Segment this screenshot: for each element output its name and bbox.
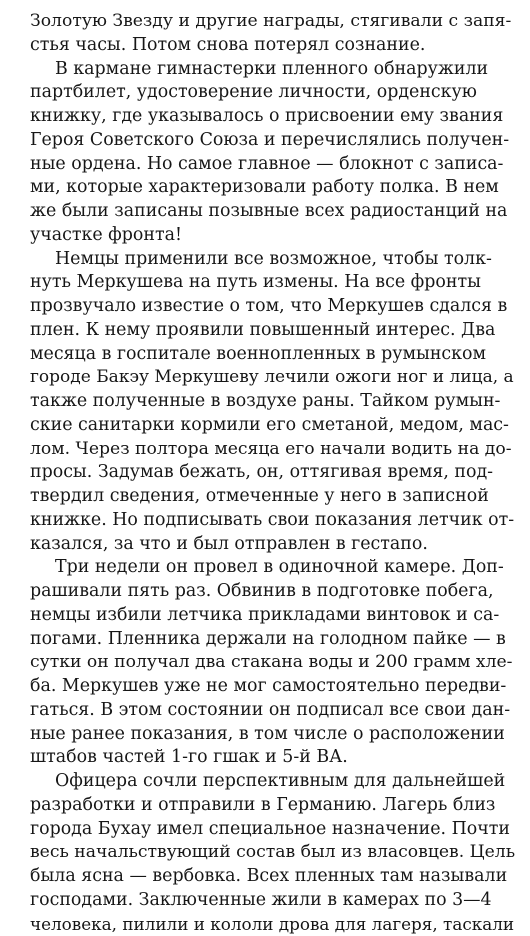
text-line: книжке. Но подписывать свои показания летчик от- (30, 509, 516, 533)
text-line: стья часы. Потом снова потерял сознание. (30, 34, 516, 58)
text-line: сутки он получал два стакана воды и 200 грамм хле- (30, 651, 516, 675)
text-line: книжку, где указывалось о присвоении ему звания (30, 105, 516, 129)
text-line: прозвучало известие о том, что Меркушев сдался в (30, 295, 516, 319)
text-line: Три недели он провел в одиночной камере. Доп- (30, 556, 516, 580)
text-line: лом. Через полтора месяца его начали водить на до- (30, 438, 516, 462)
paragraph-2 (30, 58, 516, 248)
text-line: была ясна — вербовка. Всех пленных там называли (30, 865, 516, 889)
paragraph-5 (30, 770, 516, 936)
text-line: Немцы применили все возможное, чтобы толк- (30, 248, 516, 272)
text-line: штабов частей 1-го гшак и 5-й ВА. (30, 746, 516, 770)
text-line: городе Бакэу Меркушеву лечили ожоги ног и лица, а (30, 366, 516, 390)
text-line: человека, пилили и кололи дрова для лагеря, таскали (30, 913, 516, 936)
text-line: плен. К нему проявили повышенный интерес. Два (30, 319, 516, 343)
text-line: же были записаны позывные всех радиостанций на (30, 200, 516, 224)
text-line: ные ранее показания, в том числе о расположении (30, 723, 516, 747)
text-line: весь начальствующий состав был из власовцев. Цель (30, 841, 516, 865)
text-line: ские санитарки кормили его сметаной, медом, мас- (30, 414, 516, 438)
text-line: партбилет, удостоверение личности, орденскую (30, 81, 516, 105)
text-line: также полученные в воздухе раны. Тайком румын- (30, 390, 516, 414)
text-line: господами. Заключенные жили в камерах по 3—4 (30, 889, 516, 913)
text-line: ба. Меркушев уже не мог самостоятельно передви- (30, 675, 516, 699)
text-line: рашивали пять раз. Обвинив в подготовке побега, (30, 580, 516, 604)
text-line: города Бухау имел специальное назначение. Почти (30, 818, 516, 842)
paragraph-3 (30, 248, 516, 557)
text-line: разработки и отправили в Германию. Лагерь близ (30, 794, 516, 818)
paragraph-1 (30, 10, 516, 58)
text-line: нуть Меркушева на путь измены. На все фронты (30, 271, 516, 295)
text-line: Героя Советского Союза и перечислялись получен- (30, 129, 516, 153)
text-line: месяца в госпитале военнопленных в румынском (30, 343, 516, 367)
text-line: твердил сведения, отмеченные у него в записной (30, 485, 516, 509)
text-line: немцы избили летчика прикладами винтовок и са- (30, 604, 516, 628)
text-line: ные ордена. Но самое главное — блокнот с записа- (30, 153, 516, 177)
text-line: Золотую Звезду и другие награды, стягивали с запя- (30, 10, 516, 34)
text-line: Офицера сочли перспективным для дальнейшей (30, 770, 516, 794)
text-line: казался, за что и был отправлен в гестапо. (30, 533, 516, 557)
text-line: участке фронта! (30, 224, 516, 248)
text-line: погами. Пленника держали на голодном пайке — в (30, 628, 516, 652)
text-line: просы. Задумав бежать, он, оттягивая время, под- (30, 461, 516, 485)
paragraph-4 (30, 556, 516, 770)
text-line: ми, которые характеризовали работу полка. В нем (30, 176, 516, 200)
text-line: гаться. В этом состоянии он подписал все свои дан- (30, 699, 516, 723)
text-line: В кармане гимнастерки пленного обнаружили (30, 58, 516, 82)
